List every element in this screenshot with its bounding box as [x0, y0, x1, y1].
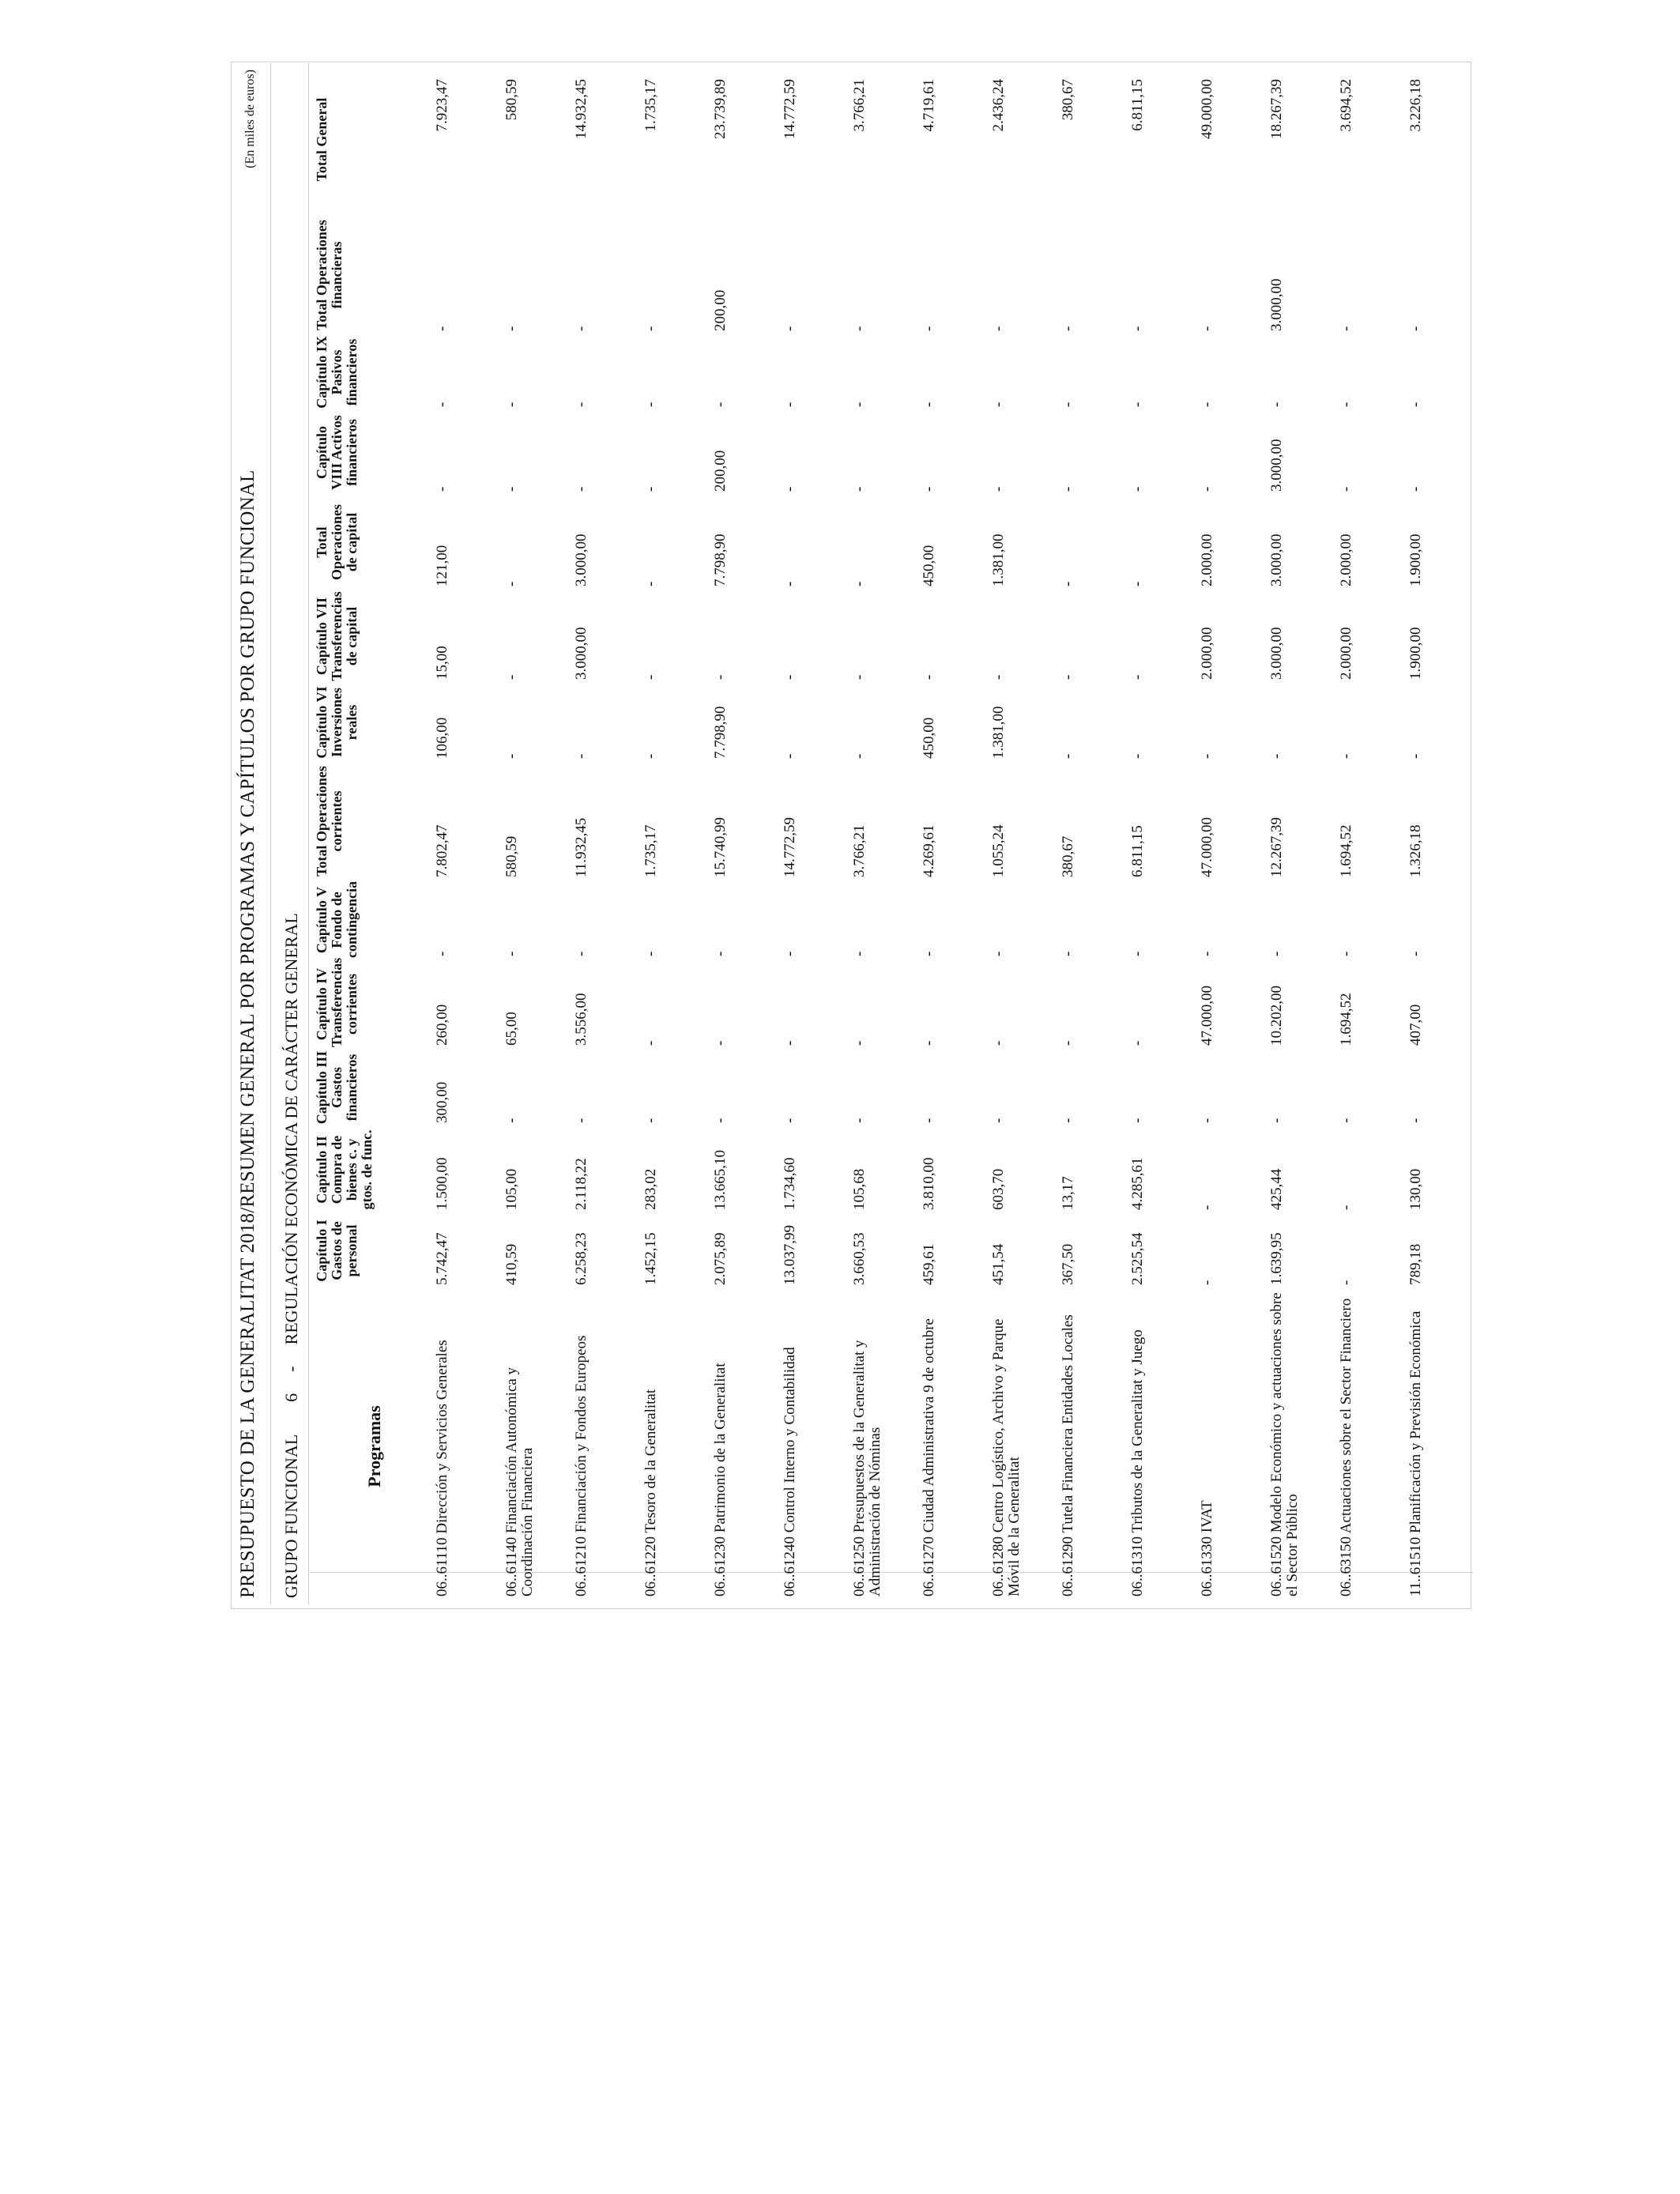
value-cell: 6.258,23	[573, 1232, 590, 1285]
value-cell: -	[1129, 1040, 1146, 1046]
total-general-cell: 14.932,45	[573, 79, 590, 139]
value-cell: 1.326,18	[1407, 824, 1424, 877]
value-cell: -	[921, 486, 937, 492]
value-cell: -	[1407, 951, 1424, 956]
value-cell: -	[712, 674, 729, 680]
program-code: 06..61520	[1268, 1536, 1285, 1596]
rotated-page	[234, 63, 1473, 1604]
value-cell: 2.525,54	[1129, 1232, 1146, 1285]
value-cell: 1.734,60	[782, 1157, 798, 1210]
value-cell: 1.381,00	[990, 706, 1007, 759]
value-cell: 3.000,00	[1268, 278, 1285, 331]
total-general-cell: 18.267,39	[1268, 79, 1285, 139]
value-cell: -	[573, 951, 590, 956]
value-cell: -	[503, 401, 520, 407]
value-cell: 1.694,52	[1338, 993, 1354, 1046]
table-row	[503, 63, 572, 1604]
value-cell: -	[851, 486, 868, 492]
value-cell: 3.660,53	[851, 1232, 868, 1285]
value-cell: -	[851, 401, 868, 407]
value-cell: -	[1407, 486, 1424, 492]
value-cell: -	[434, 326, 450, 331]
value-cell: 5.742,47	[434, 1232, 450, 1285]
value-cell: 3.000,00	[573, 627, 590, 680]
value-cell: -	[851, 1040, 868, 1046]
value-cell: 13.037,99	[782, 1225, 798, 1285]
value-cell: 1.500,00	[434, 1157, 450, 1210]
total-general-cell: 3.694,52	[1338, 79, 1354, 132]
total-general-cell: 580,59	[503, 79, 520, 121]
column-header: Capítulo VIII Activos financieros	[314, 415, 360, 490]
value-cell: 380,67	[1060, 835, 1076, 877]
program-code: 06..61310	[1129, 1536, 1146, 1596]
program-code: 06..61250	[851, 1536, 868, 1596]
value-cell: -	[503, 951, 520, 956]
value-cell: 6.811,15	[1129, 825, 1146, 877]
value-cell: 130,00	[1407, 1168, 1424, 1210]
value-cell: 1.735,17	[642, 824, 659, 877]
column-header: Capítulo III Gastos financieros	[314, 1050, 360, 1125]
program-cell	[850, 1288, 920, 1604]
value-cell: -	[990, 486, 1007, 492]
value-cell: -	[434, 951, 450, 956]
program-name: Control Interno y Contabilidad	[782, 1347, 798, 1533]
value-cell: 3.000,00	[573, 533, 590, 586]
program-code: 06..61240	[782, 1536, 798, 1596]
unit-note: (En miles de euros)	[243, 70, 257, 168]
program-cell	[572, 1288, 642, 1604]
group-name: REGULACIÓN ECONÓMICA DE CARÁCTER GENERAL	[281, 913, 301, 1345]
program-name: Patrimonio de la Generalitat	[712, 1363, 729, 1533]
value-cell: -	[1407, 1118, 1424, 1123]
value-cell: -	[1060, 1118, 1076, 1123]
value-cell: 47.000,00	[1199, 986, 1215, 1046]
value-cell: -	[503, 1118, 520, 1123]
total-general-cell: 7.923,47	[434, 79, 450, 132]
value-cell: -	[851, 951, 868, 956]
value-cell: -	[1338, 486, 1354, 492]
program-code: 06..61110	[434, 1537, 450, 1596]
program-code: 06..61330	[1199, 1536, 1215, 1596]
value-cell: 450,00	[921, 545, 937, 586]
value-cell: -	[642, 674, 659, 680]
program-cell	[989, 1288, 1059, 1604]
value-cell: 3.000,00	[1268, 627, 1285, 680]
value-cell: -	[1129, 674, 1146, 680]
value-cell: -	[990, 1040, 1007, 1046]
group-number: 6	[281, 1393, 301, 1402]
total-general-cell: 23.739,89	[712, 79, 729, 139]
value-cell: 47.000,00	[1199, 817, 1215, 877]
value-cell: -	[782, 951, 798, 956]
program-code: 06..61270	[921, 1536, 937, 1596]
value-cell: -	[642, 401, 659, 407]
column-header: Capítulo V Fondo de contingencia	[314, 881, 360, 958]
table-body	[433, 63, 1476, 1604]
program-cell	[1407, 1288, 1476, 1604]
value-cell: -	[1338, 1204, 1354, 1210]
value-cell: -	[1268, 951, 1285, 956]
value-cell: -	[921, 401, 937, 407]
value-cell: 200,00	[712, 450, 729, 492]
value-cell: -	[1338, 753, 1354, 759]
value-cell: 367,50	[1060, 1243, 1076, 1285]
table-row	[1128, 63, 1198, 1604]
value-cell: -	[1199, 951, 1215, 956]
value-cell: -	[1338, 951, 1354, 956]
program-cell	[433, 1288, 503, 1604]
title-divider	[270, 63, 271, 1604]
value-cell: -	[851, 326, 868, 331]
program-code: 06..61210	[573, 1536, 590, 1596]
program-cell	[781, 1288, 850, 1604]
value-cell: 410,59	[503, 1243, 520, 1285]
value-cell: -	[851, 674, 868, 680]
group-label: GRUPO FUNCIONAL	[281, 1434, 301, 1598]
table-row	[1198, 63, 1268, 1604]
value-cell: -	[1268, 753, 1285, 759]
value-cell: -	[782, 326, 798, 331]
table-row	[1268, 63, 1337, 1604]
program-cell	[711, 1288, 781, 1604]
document-title: PRESUPUESTO DE LA GENERALITAT 2018/RESUMEN GENERAL POR PROGRAMAS Y CAPÍTULOS POR GRUPO FUNCIONAL	[237, 469, 258, 1598]
value-cell: -	[1199, 401, 1215, 407]
value-cell: -	[1060, 753, 1076, 759]
value-cell: 300,00	[434, 1081, 450, 1123]
value-cell: 2.000,00	[1199, 627, 1215, 680]
value-cell: -	[1338, 1280, 1354, 1285]
value-cell: 10.202,00	[1268, 986, 1285, 1046]
value-cell: 2.000,00	[1338, 627, 1354, 680]
value-cell: -	[1338, 326, 1354, 331]
value-cell: 1.900,00	[1407, 627, 1424, 680]
value-cell: -	[573, 401, 590, 407]
column-header: Capítulo IV Transferencias corrientes	[314, 957, 360, 1047]
value-cell: 4.269,61	[921, 824, 937, 877]
value-cell: -	[782, 753, 798, 759]
program-name: Tributos de la Generalitat y Juego	[1129, 1329, 1146, 1533]
value-cell: -	[1268, 1118, 1285, 1123]
value-cell: -	[573, 753, 590, 759]
value-cell: -	[712, 1118, 729, 1123]
program-code: 06..63150	[1338, 1536, 1354, 1596]
value-cell: -	[573, 1118, 590, 1123]
value-cell: 1.055,24	[990, 824, 1007, 877]
column-header: Capítulo VII Transferencias de capital	[314, 591, 360, 681]
value-cell: 407,00	[1407, 1004, 1424, 1046]
value-cell: -	[990, 951, 1007, 956]
value-cell: -	[1199, 753, 1215, 759]
value-cell: 7.798,90	[712, 706, 729, 759]
value-cell: 1.694,52	[1338, 824, 1354, 877]
value-cell: -	[851, 1118, 868, 1123]
value-cell: -	[921, 1040, 937, 1046]
value-cell: -	[642, 1040, 659, 1046]
value-cell: -	[1268, 401, 1285, 407]
column-header: Capítulo IX Pasivos financieros	[314, 336, 360, 409]
value-cell: -	[1129, 951, 1146, 956]
value-cell: -	[990, 401, 1007, 407]
value-cell: 1.381,00	[990, 533, 1007, 586]
program-name: Centro Logístico, Archivo y Parque Móvil de la Generalitat	[990, 1318, 1023, 1596]
program-name: Financiación Autonómica y Coordinación Financiera	[503, 1367, 536, 1596]
functional-group	[281, 913, 302, 1598]
value-cell: -	[851, 581, 868, 586]
value-cell: -	[434, 401, 450, 407]
table-row	[1337, 63, 1407, 1604]
total-general-cell: 4.719,61	[921, 79, 937, 132]
value-cell: -	[990, 674, 1007, 680]
value-cell: -	[1129, 401, 1146, 407]
value-cell: 105,00	[503, 1168, 520, 1210]
total-general-cell: 3.226,18	[1407, 79, 1424, 132]
value-cell: -	[503, 581, 520, 586]
program-name: Presupuestos de la Generalitat y Administración de Nóminas	[851, 1340, 883, 1596]
value-cell: 603,70	[990, 1168, 1007, 1210]
program-cell	[1059, 1288, 1128, 1604]
value-cell: 13.665,10	[712, 1150, 729, 1210]
table-row	[989, 63, 1059, 1604]
program-cell	[1337, 1288, 1407, 1604]
value-cell: -	[1129, 581, 1146, 586]
value-cell: 3.766,21	[851, 824, 868, 877]
value-cell: -	[712, 951, 729, 956]
value-cell: -	[642, 753, 659, 759]
value-cell: -	[782, 674, 798, 680]
value-cell: -	[1129, 486, 1146, 492]
value-cell: -	[782, 401, 798, 407]
value-cell: 459,61	[921, 1243, 937, 1285]
value-cell: -	[1407, 326, 1424, 331]
value-cell: -	[851, 753, 868, 759]
group-divider	[308, 63, 309, 1604]
program-code: 06..61220	[642, 1536, 659, 1596]
value-cell: -	[503, 753, 520, 759]
column-header: Capítulo I Gastos de personal	[314, 1220, 360, 1282]
value-cell: 425,44	[1268, 1168, 1285, 1210]
value-cell: -	[642, 1118, 659, 1123]
column-header-programas: Programas	[363, 1405, 384, 1487]
table-row	[781, 63, 850, 1604]
column-header: Capítulo II Compra de bienes c. y gtos. de func.	[314, 1129, 375, 1210]
value-cell: -	[1060, 486, 1076, 492]
value-cell: -	[573, 486, 590, 492]
program-name: Dirección y Servicios Generales	[434, 1340, 450, 1534]
table-row	[433, 63, 503, 1604]
column-header: Total Operaciones financieras	[314, 220, 345, 330]
program-name: Modelo Económico y actuaciones sobre el Sector Público	[1268, 1292, 1301, 1596]
value-cell: -	[1129, 1118, 1146, 1123]
value-cell: -	[573, 326, 590, 331]
value-cell: -	[782, 1118, 798, 1123]
value-cell: 65,00	[503, 1012, 520, 1046]
value-cell: 14.772,59	[782, 817, 798, 877]
value-cell: -	[1129, 753, 1146, 759]
column-header: Capítulo VI Inversiones reales	[314, 686, 360, 759]
program-code: 06..61140	[503, 1536, 520, 1596]
value-cell: -	[642, 951, 659, 956]
column-header: Total Operaciones de capital	[314, 504, 360, 580]
value-cell: 1.639,95	[1268, 1232, 1285, 1285]
value-cell: -	[503, 674, 520, 680]
table-row	[1407, 63, 1476, 1604]
value-cell: -	[503, 326, 520, 331]
value-cell: 13,17	[1060, 1176, 1076, 1210]
value-cell: -	[1060, 674, 1076, 680]
value-cell: -	[1199, 1280, 1215, 1285]
program-code: 06..61280	[990, 1536, 1007, 1596]
program-code: 11..61510	[1407, 1536, 1424, 1596]
value-cell: 7.802,47	[434, 824, 450, 877]
value-cell: 2.118,22	[573, 1158, 590, 1210]
value-cell: -	[712, 401, 729, 407]
value-cell: -	[1199, 326, 1215, 331]
value-cell: 106,00	[434, 717, 450, 759]
value-cell: -	[1199, 486, 1215, 492]
value-cell: -	[782, 581, 798, 586]
program-cell	[642, 1288, 711, 1604]
value-cell: 789,18	[1407, 1243, 1424, 1285]
value-cell: 2.000,00	[1338, 533, 1354, 586]
value-cell: -	[1338, 1118, 1354, 1123]
value-cell: -	[921, 1118, 937, 1123]
value-cell: 283,02	[642, 1168, 659, 1210]
program-cell	[1128, 1288, 1198, 1604]
table-row	[1059, 63, 1128, 1604]
value-cell: 105,68	[851, 1168, 868, 1210]
program-name: IVAT	[1199, 1500, 1215, 1533]
value-cell: -	[712, 1040, 729, 1046]
value-cell: -	[990, 326, 1007, 331]
program-cell	[1198, 1288, 1268, 1604]
program-name: Ciudad Administrativa 9 de octubre	[921, 1318, 937, 1533]
total-general-cell: 380,67	[1060, 79, 1076, 121]
value-cell: 1.900,00	[1407, 533, 1424, 586]
value-cell: 12.267,39	[1268, 817, 1285, 877]
header-row	[310, 63, 433, 1604]
value-cell: 3.810,00	[921, 1157, 937, 1210]
value-cell: 200,00	[712, 289, 729, 331]
value-cell: -	[1199, 1118, 1215, 1123]
value-cell: -	[1199, 1204, 1215, 1210]
value-cell: -	[1060, 1040, 1076, 1046]
value-cell: 7.798,90	[712, 533, 729, 586]
value-cell: -	[1060, 326, 1076, 331]
value-cell: -	[1407, 401, 1424, 407]
value-cell: 451,54	[990, 1243, 1007, 1285]
value-cell: -	[921, 326, 937, 331]
value-cell: 1.452,15	[642, 1232, 659, 1285]
value-cell: -	[434, 486, 450, 492]
group-dash: -	[281, 1366, 301, 1372]
value-cell: 450,00	[921, 717, 937, 759]
value-cell: -	[1338, 401, 1354, 407]
value-cell: -	[782, 486, 798, 492]
total-general-cell: 2.436,24	[990, 79, 1007, 132]
value-cell: -	[1129, 326, 1146, 331]
value-cell: -	[642, 486, 659, 492]
program-name: Tesoro de la Generalitat	[642, 1389, 659, 1533]
program-name: Financiación y Fondos Europeos	[573, 1335, 590, 1533]
total-general-cell: 3.766,21	[851, 79, 868, 132]
program-name: Tutela Financiera Entidades Locales	[1060, 1314, 1076, 1533]
value-cell: -	[921, 674, 937, 680]
value-cell: -	[642, 326, 659, 331]
value-cell: 3.556,00	[573, 993, 590, 1046]
program-code: 06..61290	[1060, 1536, 1076, 1596]
value-cell: 2.000,00	[1199, 533, 1215, 586]
value-cell: -	[503, 486, 520, 492]
program-name: Actuaciones sobre el Sector Financiero	[1338, 1298, 1354, 1534]
budget-table	[310, 63, 1476, 1604]
table-row	[642, 63, 711, 1604]
value-cell: 121,00	[434, 545, 450, 586]
table-row	[920, 63, 989, 1604]
value-cell: -	[642, 581, 659, 586]
value-cell: -	[921, 951, 937, 956]
table-row	[711, 63, 781, 1604]
program-cell	[920, 1288, 989, 1604]
value-cell: 2.075,89	[712, 1232, 729, 1285]
program-cell	[1268, 1288, 1337, 1604]
total-general-cell: 49.000,00	[1199, 79, 1215, 139]
value-cell: 11.932,45	[573, 817, 590, 877]
value-cell: 15.740,99	[712, 817, 729, 877]
total-general-cell: 1.735,17	[642, 79, 659, 132]
program-name: Planificación y Previsión Económica	[1407, 1310, 1424, 1533]
value-cell: 260,00	[434, 1004, 450, 1046]
value-cell: 3.000,00	[1268, 533, 1285, 586]
column-header: Total General	[314, 97, 330, 182]
total-general-cell: 6.811,15	[1129, 79, 1146, 131]
table-row	[572, 63, 642, 1604]
value-cell: -	[782, 1040, 798, 1046]
value-cell: -	[1407, 753, 1424, 759]
value-cell: 3.000,00	[1268, 439, 1285, 492]
value-cell: 4.285,61	[1129, 1157, 1146, 1210]
program-code: 06..61230	[712, 1536, 729, 1596]
column-header: Total Operaciones corrientes	[314, 766, 345, 876]
program-cell	[503, 1288, 572, 1604]
value-cell: -	[1060, 951, 1076, 956]
value-cell: -	[1060, 581, 1076, 586]
total-general-cell: 14.772,59	[782, 79, 798, 139]
value-cell: -	[1060, 401, 1076, 407]
value-cell: 15,00	[434, 646, 450, 680]
table-row	[850, 63, 920, 1604]
value-cell: -	[990, 1118, 1007, 1123]
value-cell: 580,59	[503, 835, 520, 877]
